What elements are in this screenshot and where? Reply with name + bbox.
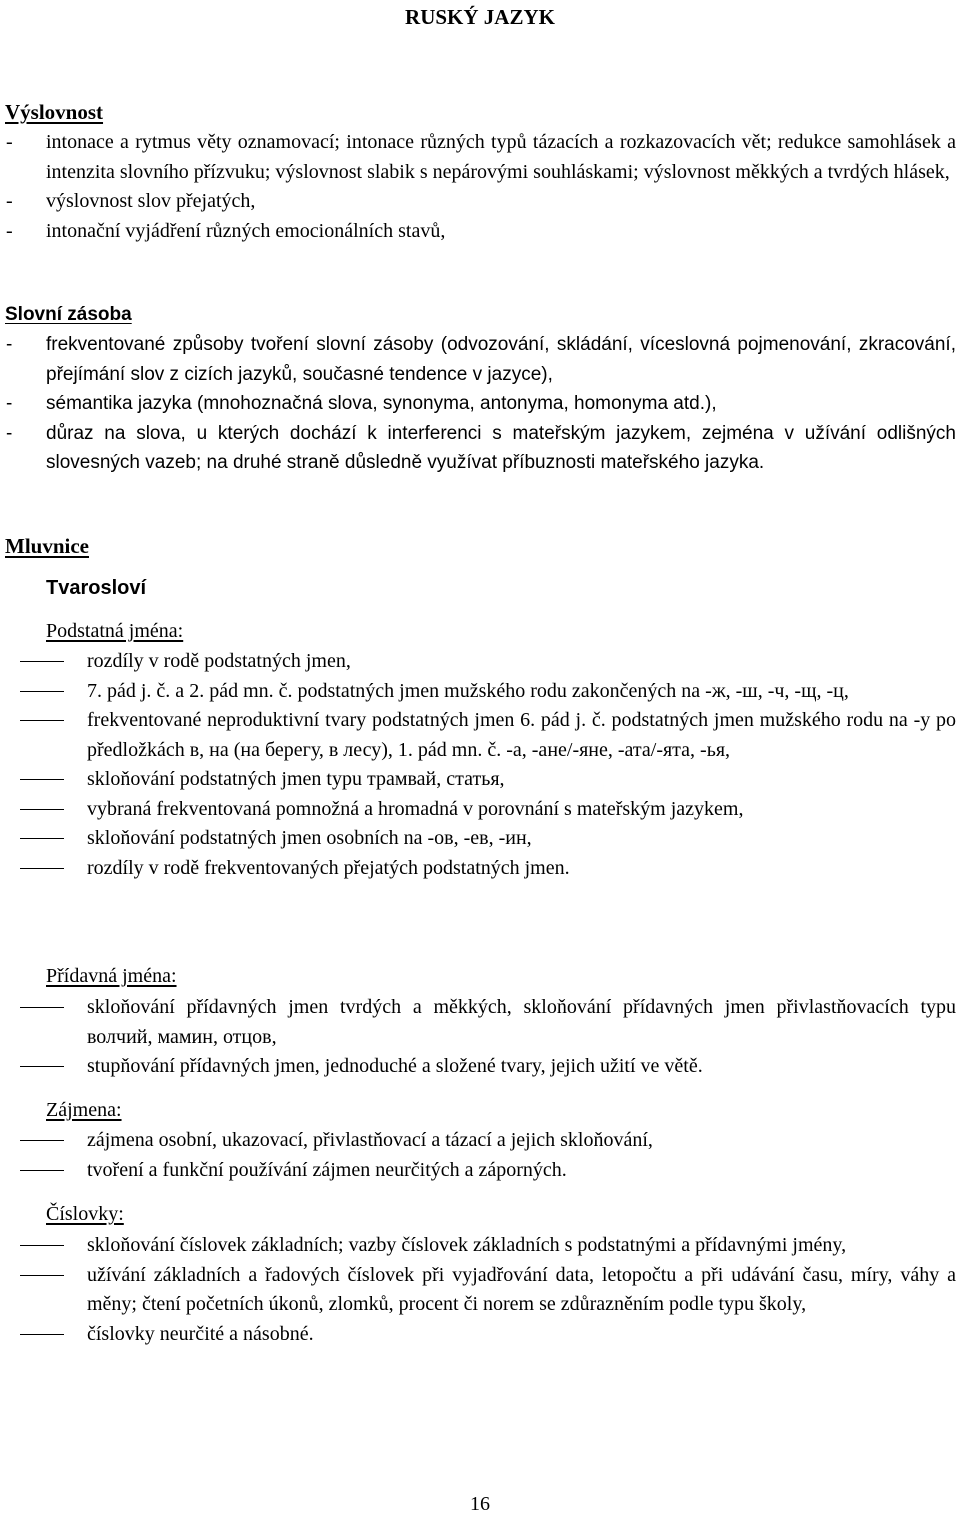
list-item-text: užívání základních a řadových číslovek při vyjadřování data, letopočtu a při udávání času, míry, váhy a měny; čtení početních úkonů, zlomků, procent či norem se zdůrazněním podle typu školy, (87, 1263, 956, 1315)
dash-marker (20, 779, 64, 780)
list-item-text: výslovnost slov přejatých, (46, 190, 256, 212)
section-heading-mluvnice: Mluvnice (5, 534, 89, 558)
category-heading-pridavna-jmena: Přídavná jména: (46, 965, 177, 987)
list-item-text: číslovky neurčité a násobné. (87, 1322, 314, 1345)
list-item-text: stupňování přídavných jmen, jednoduché a složené tvary, jejich užití ve větě. (87, 1055, 703, 1077)
list-item (0, 824, 960, 854)
list-item (0, 1126, 960, 1156)
list-item-text: skloňování číslovek základních; vazby číslovek základních s podstatnými a přídavnými jmény, (87, 1234, 847, 1256)
dash-marker (20, 1140, 64, 1141)
dash-marker (20, 691, 64, 692)
list-item (0, 993, 960, 1052)
list-item-text: rozdíly v rodě podstatných jmen, (87, 650, 351, 672)
dash-marker (20, 1170, 64, 1171)
page-number: 16 (470, 1493, 490, 1515)
vyslovnost-intro-text: intonace a rytmus věty oznamovací; intonace různých typů tázacích a rozkazovacích vět; redukce samohlásek a intenzita slovního přízvuku; výslovnost slabik s nepárovými souhláskami; výslovnost měkkých a tvrdých hlásek, (46, 131, 956, 183)
category-heading-cislovky: Číslovky: (46, 1203, 124, 1225)
list-item-text: frekventované neproduktivní tvary podstatných jmen 6. pád j. č. podstatných jmen mužského rodu na -y po předložkách в, на (на берегу, в лесу), 1. pád mn. č. -a, -ане/-яне, -ата/-ята, -ья, (87, 709, 956, 761)
list-item-text: intonační vyjádření různých emocionálních stavů, (46, 219, 446, 242)
bullet-dash: - (6, 334, 13, 355)
list-item (0, 765, 960, 795)
list-item (0, 647, 960, 677)
list-item-text: skloňování podstatných jmen osobních na -ов, -ев, -ин, (87, 827, 532, 849)
list-item (0, 128, 960, 187)
dash-marker (20, 838, 64, 839)
bullet-dash: - (6, 393, 13, 414)
subsection-heading-tvaroslovi: Tvarosloví (46, 577, 147, 599)
bullet-dash: - (6, 190, 13, 212)
list-item-text: frekventované způsoby tvoření slovní zásoby (odvozování, skládání, víceslovná pojmenování, zkracování, přejímání slov z cizích jazyků, současné tendence v jazyce), (46, 334, 956, 385)
pridavna-jmena-list (0, 993, 960, 1082)
list-item-text: skloňování přídavných jmen tvrdých a měkkých, skloňování přídavných jmen přivlastňovacích typu волчий, мамин, отцов, (87, 996, 956, 1048)
list-item-text: zájmena osobní, ukazovací, přivlastňovací a tázací a jejich skloňování, (87, 1129, 653, 1151)
list-item (0, 1261, 960, 1320)
list-item (0, 1156, 960, 1186)
list-item-text: 7. pád j. č. a 2. pád mn. č. podstatných jmen mužského rodu zakončených na -ж, -ш, -ч, -щ, -ц, (87, 679, 849, 702)
list-item (0, 854, 960, 884)
list-item-text: vybraná frekventovaná pomnožná a hromadná v porovnání s mateřským jazykem, (87, 797, 744, 820)
list-item-text: sémantika jazyka (mnohoznačná slova, synonyma, antonyma, homonyma atd.), (46, 393, 717, 414)
slovni-zasoba-list (0, 330, 960, 478)
list-item (0, 677, 960, 707)
list-item (0, 1320, 960, 1350)
dash-marker (20, 868, 64, 869)
list-item (0, 330, 960, 389)
list-item (0, 389, 960, 419)
dash-marker (20, 720, 64, 721)
dash-marker (20, 1066, 64, 1067)
bullet-dash: - (6, 422, 13, 444)
dash-marker (20, 1245, 64, 1246)
list-item-text: rozdíly v rodě frekventovaných přejatých podstatných jmen. (87, 856, 570, 879)
dash-marker (20, 1275, 64, 1276)
category-heading-zajmena: Zájmena: (46, 1099, 122, 1121)
category-heading-podstatna-jmena: Podstatná jména: (46, 620, 184, 642)
dash-marker (20, 809, 64, 810)
list-item (0, 419, 960, 478)
list-item (0, 1052, 960, 1082)
vyslovnost-list (0, 128, 960, 246)
dash-marker (20, 1334, 64, 1335)
list-item (0, 187, 960, 217)
list-item-text: důraz na slova, u kterých dochází k interferenci s mateřským jazykem, zejména v užívání odlišných slovesných vazeb; na druhé straně důsledně využívat příbuznosti mateřského jazyka. (46, 422, 956, 473)
list-item (0, 1231, 960, 1261)
bullet-dash: - (6, 219, 13, 242)
dash-marker (20, 661, 64, 662)
list-item (0, 217, 960, 247)
section-heading-vyslovnost: Výslovnost (5, 100, 104, 124)
list-item-text: skloňování podstatných jmen typu трамвай, статья, (87, 768, 505, 790)
dash-marker (20, 1007, 64, 1008)
list-item-text: tvoření a funkční používání zájmen neurčitých a záporných. (87, 1158, 567, 1181)
list-item (0, 706, 960, 765)
bullet-dash: - (6, 131, 13, 153)
page-title: RUSKÝ JAZYK (405, 5, 555, 29)
cislovky-list (0, 1231, 960, 1349)
podstatna-jmena-list (0, 647, 960, 883)
section-heading-slovni-zasoba: Slovní zásoba (5, 304, 132, 325)
zajmena-list (0, 1126, 960, 1185)
list-item (0, 795, 960, 825)
